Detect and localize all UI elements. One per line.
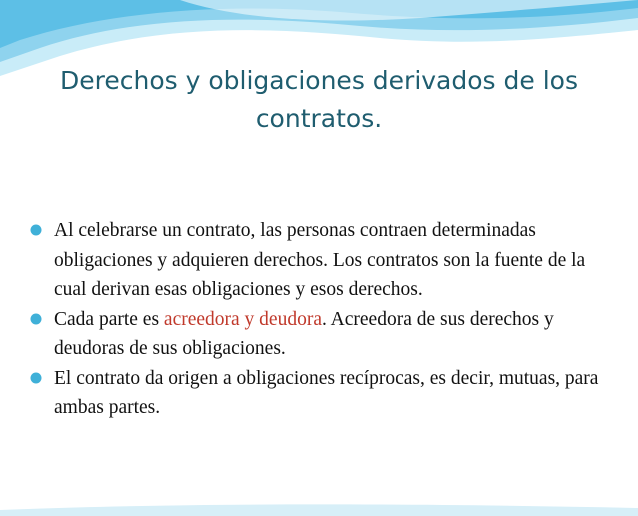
decorative-wave-footer — [0, 502, 638, 516]
slide-title-line-1: Derechos y obligaciones derivados de los — [60, 66, 578, 95]
bullet-list — [28, 216, 618, 423]
bullet-item — [28, 364, 618, 423]
circle-bullet-icon — [28, 222, 46, 240]
bullet-text: El contrato da origen a obligaciones recíprocas, es decir, mutuas, para ambas partes. — [54, 367, 599, 418]
circle-bullet-icon — [28, 311, 46, 329]
bullet-text-before: Cada parte es — [54, 308, 164, 330]
bullet-text-highlight: acreedora y deudora — [163, 308, 322, 330]
slide-title — [30, 62, 608, 138]
circle-bullet-icon — [28, 370, 46, 388]
bullet-text: Al celebrarse un contrato, las personas contraen determinadas obligaciones y adquieren derechos. Los contratos son la fuente de la cual derivan esas obligaciones y esos derechos. — [54, 220, 586, 300]
slide-title-line-2: contratos. — [255, 104, 383, 133]
bullet-item — [28, 216, 618, 305]
bullet-item — [28, 305, 618, 364]
bullet-text-after: . Acreedora de sus derechos y deudoras de sus obligaciones. — [54, 308, 554, 359]
